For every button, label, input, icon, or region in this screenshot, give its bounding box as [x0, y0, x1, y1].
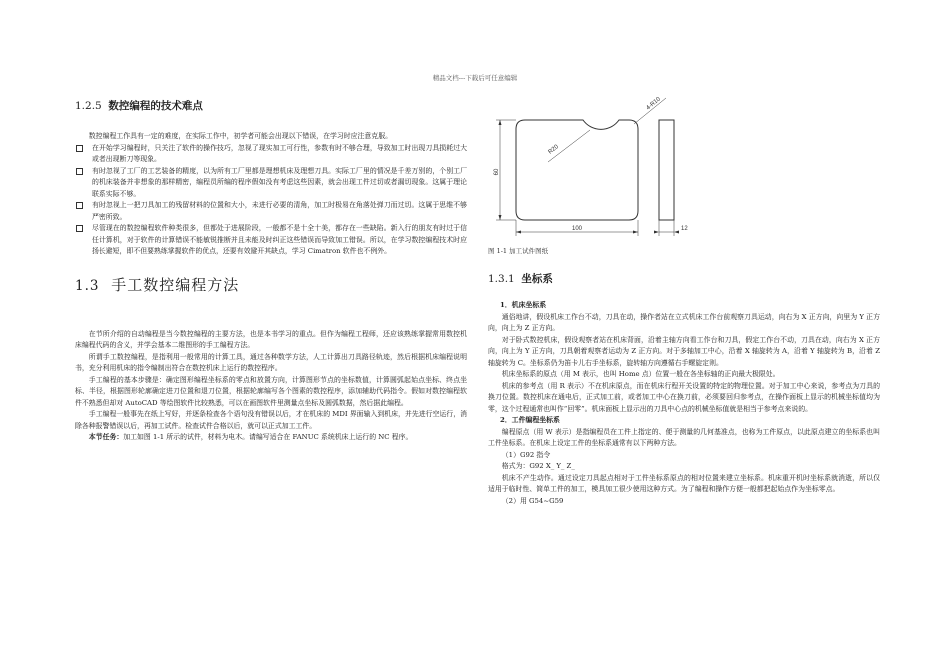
- side-view: [659, 120, 674, 220]
- section-title: 坐标系: [521, 273, 553, 285]
- checkbox-bullet-icon: [76, 202, 83, 209]
- error-list: [75, 143, 467, 258]
- chapter-heading-1-3: [75, 274, 467, 295]
- list-item: 尽管现在的数控编程软件种类很多，但都处于进展阶段，一般都不是十全十美，都存在一些缺陷。新入行的朋友有时过于信任计算机，对于软件的计算错误不能敏锐推断并且未能及时纠正这些错误而导致加工错误。所以，在学习数控编程技术时应扬长避短，即不但要熟练掌握软件的优点，还要有效避开其缺点，学习 Cimatron 软件也不例外。: [75, 223, 467, 258]
- subheading-machine-coords: 1．机床坐标系: [500, 301, 547, 309]
- paragraph: 对于卧式数控机床，假设观察者站在机床背面，沿着主轴方向看工作台和刀具，假定工作台不动，刀具在动，向右为 X 正方向，向上为 Y 正方向，刀具朝着观察者运动为 Z 正方向。对于多轴加工中心，沿着 X 轴旋转为 A，沿着 Y 轴旋转为 B，沿着 Z 轴旋转为 C。坐标系仍为笛卡儿右手坐标系，旋转轴方向遵循右手螺旋定则。: [488, 335, 880, 367]
- dim-width-label: 100: [571, 226, 583, 232]
- section-title: 数控编程的技术难点: [108, 100, 203, 112]
- checkbox-bullet-icon: [76, 145, 83, 152]
- dim-thickness-label: 12: [681, 226, 688, 232]
- right-column: [488, 96, 880, 507]
- paragraph: 在节所介绍的自动编程是当今数控编程的主要方法，也是本书学习的重点。但作为编程工程师，还应该熟练掌握常用数控机床编程代码的含义，并学会基本二维图形的手工编程方法。: [75, 329, 467, 349]
- task-label: 本节任务：: [88, 433, 124, 441]
- intro-paragraph: 数控编程工作具有一定的难度，在实际工作中，初学者可能会出现以下错误，在学习时应注意克服。: [88, 132, 392, 140]
- part-outline: [516, 120, 638, 220]
- task-text: 加工如图 1-1 所示的试件，材料为电木。请编写适合在 FANUC 系统机床上运行的 NC 程序。: [123, 433, 413, 441]
- section-heading-1-3-1: [488, 271, 880, 286]
- paragraph: 机床的参考点（用 R 表示）不在机床原点，而在机床行程开关设置的特定的物理位置。对于加工中心来说，参考点为刀具的换刀位置。数控机床在通电后，正式加工前，或者加工中心在换刀前，必须要回归参考点，在操作面板上显示的机械坐标值均为零，这个过程通常也叫作“回零”。机床面板上显示出的刀具中心点的机械坐标值就是相当于参考点来说的。: [488, 381, 880, 413]
- list-item: 有时忽视上一把刀具加工的残留材料的位置和大小，未进行必要的清角，加工时极易在角落处弹刀而过切。这属于思维不够严密所致。: [75, 200, 467, 223]
- paragraph: 格式为：G92 X_ Y_ Z_: [501, 462, 575, 470]
- paragraph: 机床坐标系的原点（用 M 表示，也叫 Home 点）位置一般在各坐标轴的正向最大极限处。: [501, 370, 780, 378]
- checkbox-bullet-icon: [76, 168, 83, 175]
- header-note: 精品文档---下载后可任意编辑: [432, 74, 518, 82]
- subheading-work-coords: 2．工件编程坐标系: [500, 416, 560, 424]
- chapter-number: 1.3: [75, 277, 100, 294]
- section-number: 1.3.1: [488, 273, 515, 285]
- paragraph: 编程原点（用 W 表示）是指编程员在工件上指定的、便于测量的几何基准点，也称为工件原点，以此原点建立的坐标系也叫工件坐标系。在机床上设定工件的坐标系通常有以下两种方法。: [488, 427, 880, 447]
- list-item: 有时忽视了工厂的工艺装备的精度，以为所有工厂里都是理想机床及理想刀具。实际工厂里的情况是千差万别的，个别工厂的机床装备并非想象的那样精密，编程员所编的程序假如没有考虑这些因素，就会出现工件过切或者漏切现象。这属于理论联系实际不够。: [75, 166, 467, 201]
- section-heading-1-2-5: [75, 98, 467, 113]
- paragraph: 机床不产生动作。通过设定刀具起点相对于工件坐标系原点的相对位置来建立坐标系。机床重开机时坐标系就消逝，所以仅适用于临时性、简单工件的加工，模具加工很少使用这种方式。为了编程和操作方便一般都把起始点作为坐标零点。: [488, 473, 880, 493]
- list-item: 在开始学习编程时，只关注了软件的操作技巧，忽视了现实加工可行性，参数有时不够合理，导致加工时出现刀具损耗过大或者出现断刀等现象。: [75, 143, 467, 166]
- part-drawing-svg: [488, 96, 880, 246]
- section-number: 1.2.5: [75, 100, 102, 112]
- checkbox-bullet-icon: [76, 225, 83, 232]
- dim-corner-label: 4-R10: [645, 96, 662, 112]
- paragraph: 所谓手工数控编程，是指利用一般常用的计算工具，通过各种数学方法，人工计算出刀具路径轨迹，然后根据机床编程说明书，充分利用机床的指令编制出符合在数控机床上运行的数控程序。: [75, 352, 467, 372]
- figure-caption: 图 1-1 加工试件图纸: [488, 247, 549, 255]
- left-column: [75, 98, 467, 444]
- part-drawing: [488, 96, 880, 246]
- paragraph: （2）用 G54~G59: [501, 496, 564, 505]
- chapter-title: 手工数控编程方法: [111, 275, 240, 294]
- dim-height-label: 60: [494, 168, 500, 176]
- task-paragraph: [75, 432, 467, 444]
- dim-radius-label: R20: [547, 144, 560, 156]
- paragraph: （1）G92 指令: [501, 450, 551, 459]
- paragraph: 通俗地讲，假设机床工作台不动，刀具在动，操作者站在立式机床工作台前观察刀具运动，向右为 X 正方向，向里为 Y 正方向，向上为 Z 正方向。: [488, 312, 880, 332]
- paragraph: 手工编程一般事先在纸上写好，并逐条检查各个语句没有错误以后，才在机床的 MDI 界面输入到机床，并先进行空运行，消除各种报警错误以后，再加工试件。检查试件合格以后，就可以正式加工工件。: [75, 410, 467, 430]
- paragraph: 手工编程的基本步骤是：确定图形编程坐标系的零点和放置方向，计算图形节点的坐标数值，计算圆弧起始点坐标、终点坐标、半径，根据图形轮廓确定进刀位置和退刀位置，根据轮廓编写各个图素的数控程序，添加辅助代码指令。假如对数控编程软件不熟悉但却对 AutoCAD 等绘图软件比较熟悉，可以在画图软件里测量点坐标及圆弧数据，然后据此编程。: [75, 375, 467, 407]
